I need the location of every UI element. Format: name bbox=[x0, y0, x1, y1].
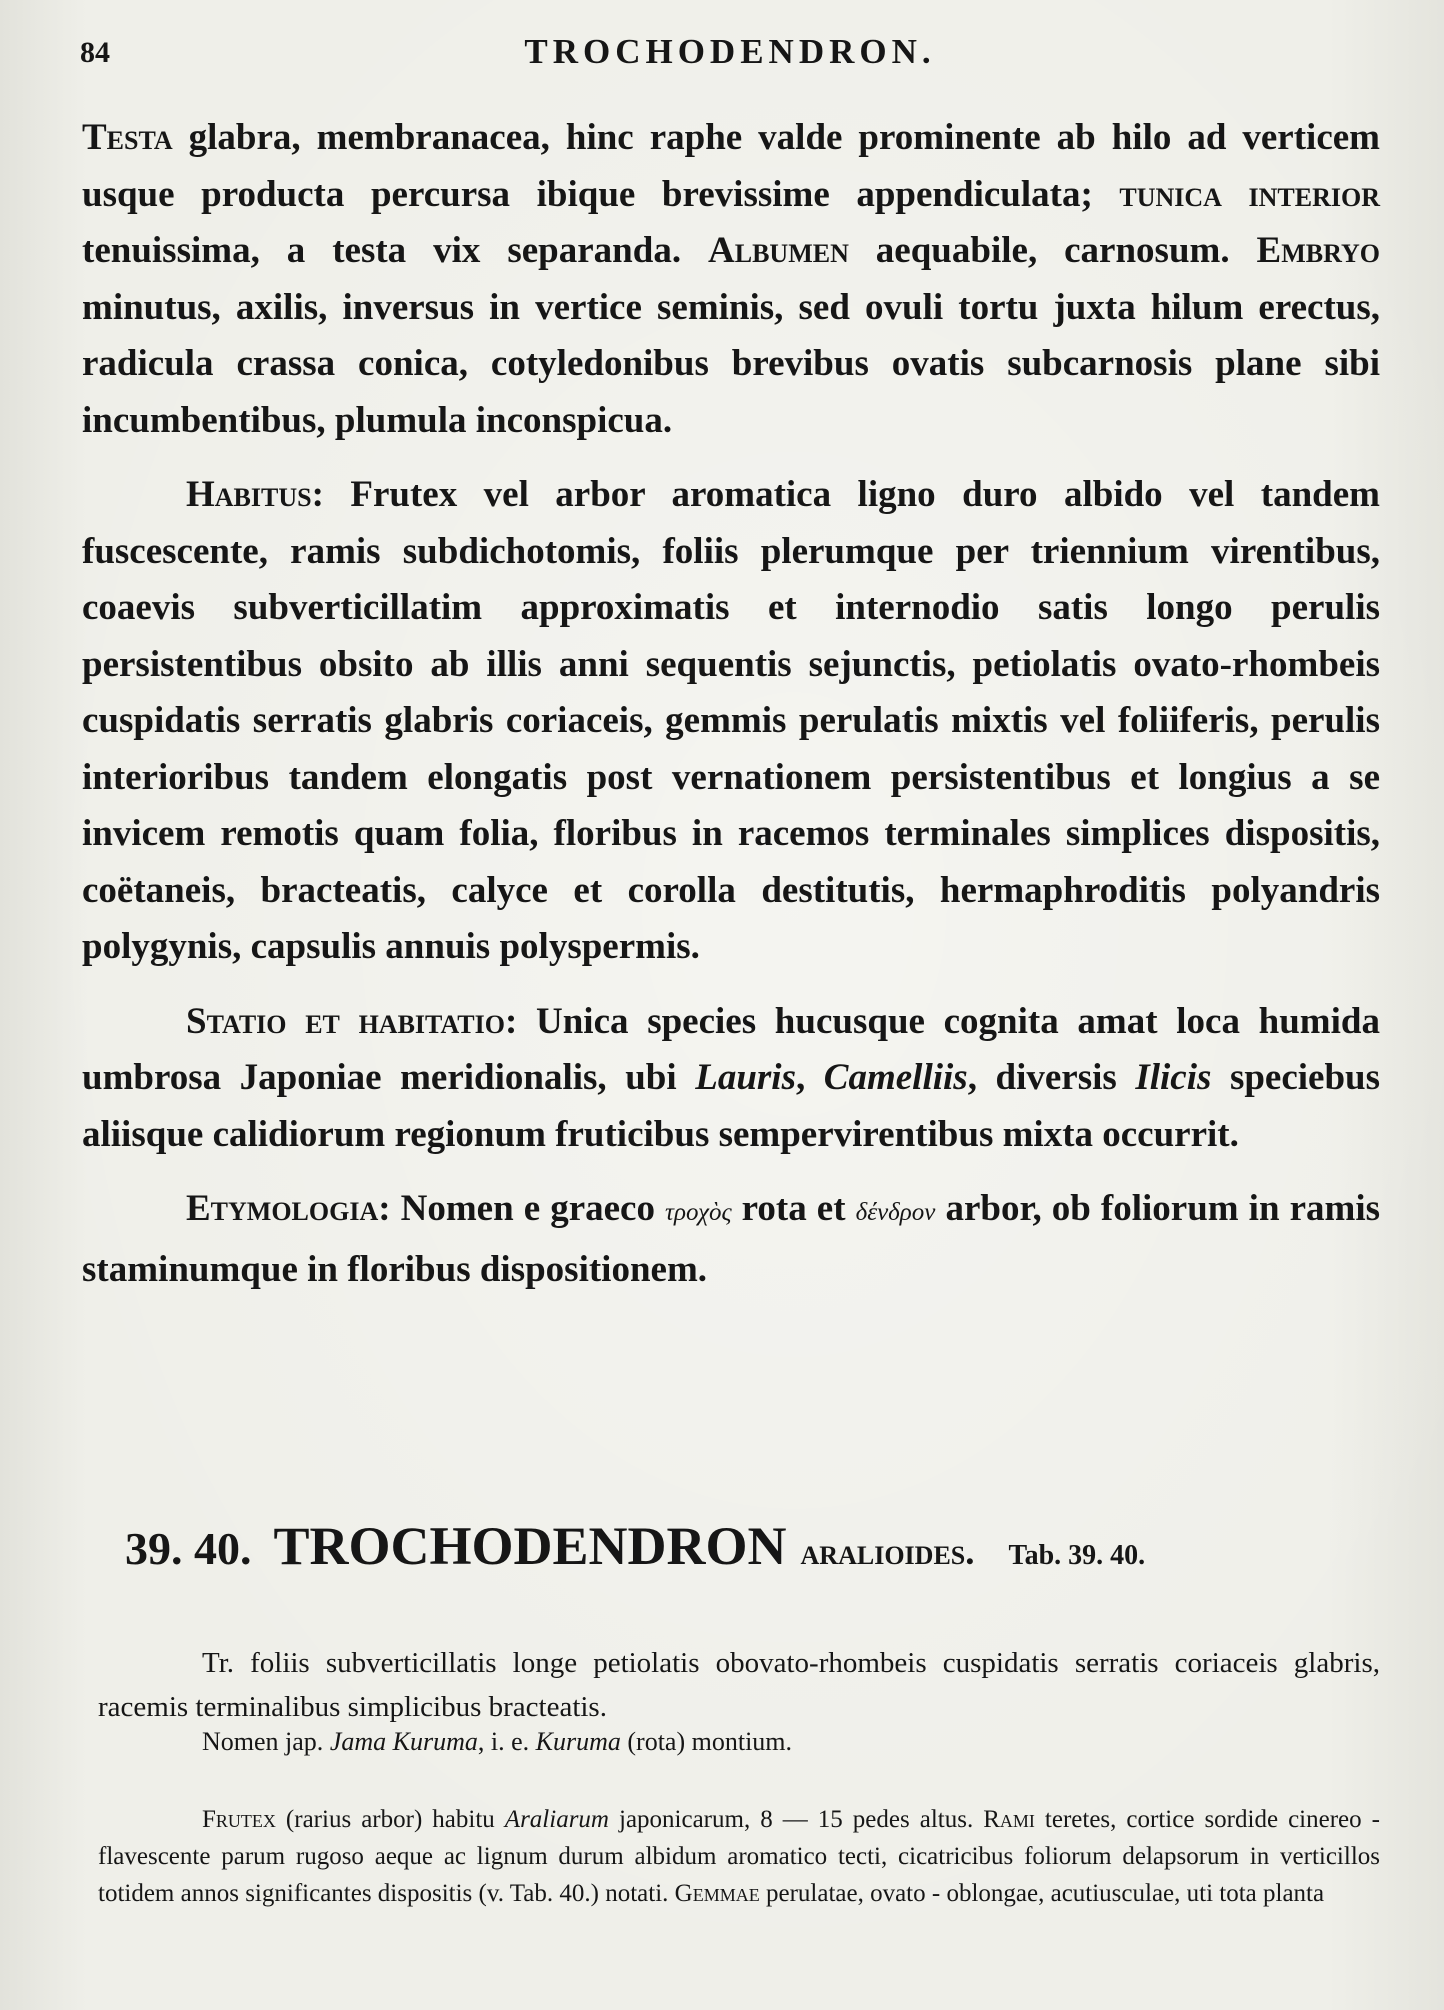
description-text-2: japonicarum, 8 — 15 pedes altus. bbox=[608, 1806, 984, 1833]
etymologia-paragraph bbox=[82, 1181, 1380, 1298]
statio-sep-1: , bbox=[795, 1057, 824, 1098]
vernacular-text-2: , i. e. bbox=[477, 1727, 536, 1756]
araliarum-name: Araliarum bbox=[504, 1806, 609, 1833]
description-text-1: (rarius arbor) habitu bbox=[275, 1806, 505, 1833]
statio-text-1: Unica species hucusque cognita amat loca humida umbrosa Japoniae meridionalis, ubi bbox=[82, 1000, 1380, 1098]
genus-description bbox=[82, 110, 1380, 1316]
species-genus: TROCHODENDRON bbox=[273, 1516, 787, 1576]
species-heading bbox=[125, 1515, 1380, 1579]
frutex-label: Frutex bbox=[202, 1806, 276, 1833]
tunica-label: tunica interior bbox=[1119, 173, 1380, 215]
testa-text-1: glabra, membranacea, hinc raphe valde prominente ab hilo ad verticem usque producta percursa ibique brevissime appendiculata; bbox=[82, 117, 1380, 215]
lauris-name: Lauris bbox=[695, 1057, 796, 1098]
plate-reference: Tab. 39. 40. bbox=[1008, 1540, 1146, 1571]
testa-label: Testa bbox=[82, 117, 173, 158]
vernacular-name bbox=[202, 1722, 792, 1762]
species-description bbox=[98, 1801, 1380, 1912]
habitus-text: Frutex vel arbor aromatica ligno duro albido vel tandem fuscescente, ramis subdichotomis, foliis plerumque per triennium virentibus, coaevis subverticillatim approximatis et internodio satis longo perulis persistentibus obsito ab illis anni sequentis sejunctis, petiolatis ovato-rhombeis cuspidatis serratis glabris coriaceis, gemmis perulatis mixtis vel foliiferis, perulis interioribus tandem elongatis post vernationem persistentibus et longius a se invicem remotis quam folia, floribus in racemos terminales simplices dispositis, coëtaneis, bracteatis, calyce et corolla destitutis, hermaphroditis polyandris polygynis, capsulis annuis polyspermis. bbox=[82, 474, 1380, 967]
testa-paragraph bbox=[82, 110, 1380, 449]
statio-label: Statio et habitatio: bbox=[186, 1000, 518, 1042]
statio-text-2: speciebus aliisque calidiorum regionum fruticibus sempervirentibus mixta occurrit. bbox=[82, 1057, 1381, 1155]
embryo-label: Embryo bbox=[1256, 230, 1380, 271]
species-number: 39. 40. bbox=[125, 1523, 252, 1574]
greek-word-rota: τροχὸς bbox=[665, 1199, 732, 1226]
gemmae-label: Gemmae bbox=[674, 1880, 760, 1907]
page-number: 84 bbox=[80, 36, 110, 69]
page-header bbox=[80, 28, 1380, 78]
statio-sep-2: , diversis bbox=[967, 1057, 1136, 1098]
camelliis-name: Camelliis bbox=[823, 1057, 968, 1098]
description-text-3: teretes, cortice sordide cinereo - flavescente parum rugoso aeque ac lignum durum albidum aromatico tecti, cicatricibus foliorum delapsorum in verticillos totidem annos significantes dispositis (v. Tab. 40.) notati. bbox=[98, 1806, 1380, 1907]
testa-text-2: tenuissima, a testa vix separanda. bbox=[82, 230, 709, 271]
ilicis-name: Ilicis bbox=[1135, 1057, 1212, 1098]
rami-label: Rami bbox=[983, 1806, 1035, 1833]
description-text-4: perulatae, ovato - oblongae, acutiusculae, uti tota planta bbox=[759, 1880, 1325, 1907]
jama-kuruma: Jama Kuruma bbox=[329, 1727, 478, 1756]
habitus-label: Habitus: bbox=[186, 474, 324, 515]
species-diagnosis: Tr. foliis subverticillatis longe petiolatis obovato-rhombeis cuspidatis serratis coriaceis glabris, racemis terminalibus simplicibus bracteatis. bbox=[98, 1647, 1380, 1723]
kuruma: Kuruma bbox=[535, 1727, 621, 1756]
vernacular-text-1: Nomen jap. bbox=[202, 1727, 330, 1756]
etymologia-text-2: rota et bbox=[731, 1188, 856, 1229]
etymologia-text-3: arbor, ob foliorum in ramis staminumque in floribus dispositionem. bbox=[82, 1188, 1381, 1290]
statio-paragraph bbox=[82, 994, 1380, 1164]
etymologia-label: Etymologia: bbox=[186, 1188, 391, 1229]
greek-word-arbor: δένδρον bbox=[855, 1199, 936, 1226]
etymologia-text-1: Nomen e graeco bbox=[390, 1188, 666, 1229]
albumen-label: Albumen bbox=[708, 230, 849, 271]
species-epithet: aralioides. bbox=[800, 1532, 975, 1573]
testa-text-4: minutus, axilis, inversus in vertice seminis, sed ovuli tortu juxta hilum erectus, radicula crassa conica, cotyledonibus brevibus ovatis subcarnosis plane sibi incumbentibus, plumula inconspicua. bbox=[82, 286, 1380, 441]
testa-text-3: aequabile, carnosum. bbox=[848, 230, 1257, 271]
vernacular-text-3: (rota) montium. bbox=[620, 1727, 793, 1756]
running-title: TROCHODENDRON. bbox=[524, 32, 936, 71]
habitus-paragraph bbox=[82, 467, 1380, 976]
